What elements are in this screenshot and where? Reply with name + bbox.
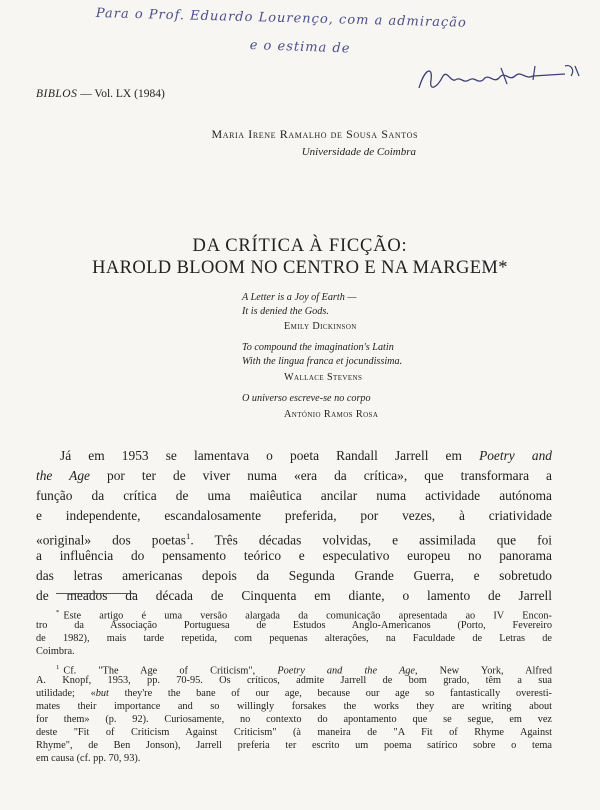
- footnote-star-line1: * Este artigo é uma versão alargada da comunicação apresentada ao IV Encon-: [56, 609, 552, 622]
- body-line-7: das letras americanas depois da Segunda Grande Guerra, e sobretudo: [36, 568, 552, 583]
- epigraph-1-author: Emily Dickinson: [284, 321, 357, 332]
- footnote-1-line5: for them» (p. 92). Curiosamente, no contexto do apontamento que se segue, em vez: [36, 714, 552, 725]
- body-line-1: Já em 1953 se lamentava o poeta Randall Jarrell em Poetry and: [60, 448, 552, 463]
- author-affiliation: Universidade de Coimbra: [301, 146, 416, 158]
- epigraph-2-author: Wallace Stevens: [284, 372, 363, 383]
- journal-volume: — Vol. LX (1984): [77, 88, 165, 100]
- article-title-line1: DA CRÍTICA À FICÇÃO:: [192, 236, 408, 256]
- journal-name: BIBLOS: [36, 88, 78, 100]
- body-line-4: e independente, escandalosamente preferida, por vezes, à criatividade: [36, 508, 552, 523]
- body-line-2: the Age por ter de viver numa «era da crítica», que transformara a: [36, 468, 552, 483]
- epigraph-3-line1: O universo escreve-se no corpo: [242, 393, 371, 404]
- handwritten-dedication-line2: e o estima de: [249, 38, 351, 57]
- body-line-6: a influência do pensamento teórico e especulativo europeu no panorama: [36, 548, 552, 563]
- article-title-line2: HAROLD BLOOM NO CENTRO E NA MARGEM*: [92, 258, 508, 278]
- epigraph-3-author: António Ramos Rosa: [284, 409, 379, 420]
- footnote-1-line4: mates their importance and so willingly forsakes the works they are writing about: [36, 701, 552, 712]
- body-line-3: função da crítica de uma maiêutica ancilar numa actividade autónoma: [36, 488, 552, 503]
- footnote-1-line1: $^1$ Cf. "The Age of Criticism", Poetry and the Age, New York, Alfred: [56, 664, 552, 677]
- epigraph-1-line2: It is denied the Gods.: [242, 306, 329, 317]
- footnote-1-line6: deste "Fit of Criticism Against Criticism" (à maneira de "A Fit of Rhyme Against: [36, 727, 552, 738]
- footnote-1-line7: Rhyme", de Ben Jonson), Jarrell preferia ter escrito um poema satírico sobre o tema: [36, 740, 552, 751]
- footnote-star-line3: de 1982), mais tarde repetida, com pequenas alterações, na Faculdade de Letras de: [36, 633, 552, 644]
- footnote-1-line8: em causa (cf. pp. 70, 93).: [36, 753, 141, 764]
- footnote-star-line2: tro da Associação Portuguesa de Estudos Anglo-Americanos (Porto, Fevereiro: [36, 620, 552, 631]
- epigraph-1-line1: A Letter is a Joy of Earth —: [242, 292, 357, 303]
- footnote-1-line2: A. Knopf, 1953, pp. 70-95. Os críticos, admite Jarrell de bom grado, têm a sua: [36, 675, 552, 686]
- body-line-8: de meados da década de Cinquenta em diante, o lamento de Jarrell: [36, 588, 552, 603]
- footnote-1-marker: 1: [56, 664, 60, 671]
- footnote-1-line3: utilidade; «but they're the bane of our age, because our age so fantastically overesti-: [36, 688, 552, 699]
- epigraph-2-line2: With the lingua franca et jocundissima.: [242, 356, 403, 367]
- footnote-star-line4: Coimbra.: [36, 646, 75, 657]
- footnote-ref-1[interactable]: 1: [185, 531, 191, 541]
- author-name: Maria Irene Ramalho de Sousa Santos: [211, 127, 418, 141]
- journal-reference: [36, 88, 165, 100]
- footnote-separator: [56, 593, 136, 594]
- body-line-5: «original» dos poetas$^1$. Três décadas volvidas, e assimilada que foi: [36, 531, 553, 548]
- handwritten-dedication-line1: Para o Prof. Eduardo Lourenço, com a admiração: [95, 6, 467, 31]
- epigraph-2-line1: To compound the imagination's Latin: [242, 342, 394, 353]
- handwritten-signature: [415, 58, 585, 98]
